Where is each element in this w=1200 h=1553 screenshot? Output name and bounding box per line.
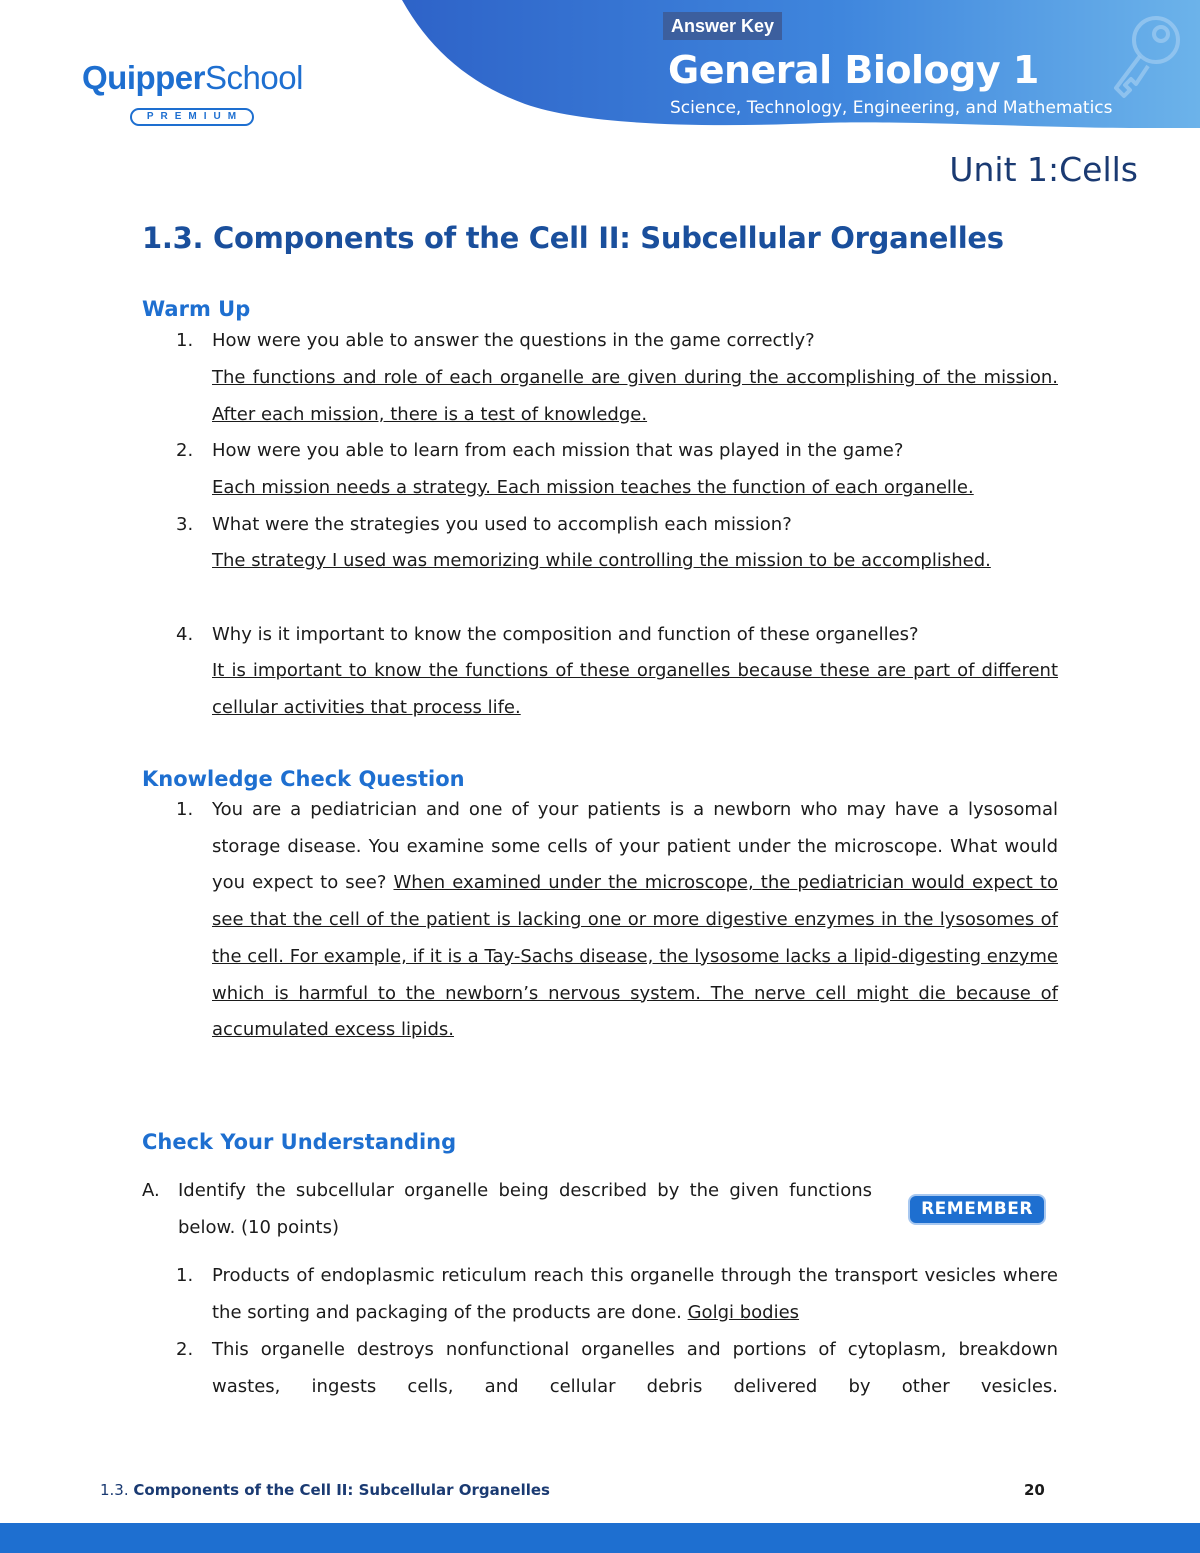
- warm-up-answer: Each mission needs a strategy. Each mission teaches the function of each organelle.: [212, 477, 974, 498]
- footer-lesson-title: [100, 1478, 550, 1502]
- key-icon: [1108, 10, 1188, 102]
- check-understanding-heading: Check Your Understanding: [142, 1130, 457, 1154]
- subject-track: Science, Technology, Engineering, and Mathematics: [670, 98, 1113, 118]
- knowledge-check-question: You are a pediatrician and one of your patients is a newborn who may have a lysosomal storage disease. You examine some cells of your patient under the microscope. What would you expect to see?: [212, 799, 1058, 894]
- logo-quipper-text: Quipper: [82, 59, 206, 96]
- answer-key-label: Answer Key: [663, 12, 782, 40]
- warm-up-question: Why is it important to know the composition and function of these organelles?: [212, 624, 919, 645]
- quipper-school-logo: [82, 58, 303, 122]
- knowledge-check-heading: Knowledge Check Question: [142, 767, 465, 791]
- warm-up-number: 1.: [176, 330, 194, 351]
- footer-prefix: 1.3.: [100, 1481, 129, 1499]
- warm-up-number: 3.: [176, 514, 194, 535]
- knowledge-check-paragraph: [212, 792, 1058, 1049]
- footer-title-text: Components of the Cell II: Subcellular Organelles: [133, 1481, 550, 1499]
- warm-up-question: What were the strategies you used to accomplish each mission?: [212, 514, 792, 535]
- warm-up-answer: The functions and role of each organelle are given during the accomplishing of the mission. After each mission, there is a test of knowledge.: [212, 367, 1058, 425]
- knowledge-check-number: 1.: [176, 799, 194, 820]
- cyu-item-number: 1.: [176, 1265, 194, 1286]
- warm-up-question: How were you able to learn from each mission that was played in the game?: [212, 440, 904, 461]
- cyu-item-number: 2.: [176, 1339, 194, 1360]
- part-instruction: Identify the subcellular organelle being described by the given functions below. (10 points): [178, 1180, 872, 1238]
- logo-premium-badge: PREMIUM: [130, 108, 254, 126]
- remember-badge: REMEMBER: [908, 1194, 1046, 1225]
- page-number: 20: [1024, 1481, 1045, 1499]
- knowledge-check-answer: When examined under the microscope, the pediatrician would expect to see that the cell of the patient is lacking one or more digestive enzymes in the lysosomes of the cell. For example, if it is a Tay-Sachs disease, the lysosome lacks a lipid-digesting enzyme which is harmful to the newborn’s nervous system. The nerve cell might die because of accumulated excess lipids.: [212, 872, 1058, 1041]
- warm-up-number: 4.: [176, 624, 194, 645]
- warm-up-answer: The strategy I used was memorizing while controlling the mission to be accomplished.: [212, 550, 991, 571]
- warm-up-question: How were you able to answer the questions in the game correctly?: [212, 330, 815, 351]
- footer-bar: [0, 1523, 1200, 1553]
- part-letter: A.: [142, 1180, 160, 1201]
- unit-title: Unit 1:Cells: [949, 150, 1138, 189]
- cyu-item-text: [212, 1258, 1058, 1331]
- cyu-item-description: Products of endoplasmic reticulum reach this organelle through the transport vesicles where the sorting and packaging of the products are done.: [212, 1265, 1058, 1323]
- logo-school-text: School: [205, 59, 303, 96]
- lesson-title: 1.3. Components of the Cell II: Subcellular Organelles: [142, 221, 1004, 255]
- subject-title: General Biology 1: [668, 48, 1039, 92]
- warm-up-number: 2.: [176, 440, 194, 461]
- cyu-item-text: This organelle destroys nonfunctional organelles and portions of cytoplasm, breakdown wastes, ingests cells, and cellular debris delivered by other vesicles.: [212, 1339, 1058, 1397]
- cyu-item-answer: Golgi bodies: [687, 1301, 800, 1323]
- warm-up-heading: Warm Up: [142, 297, 251, 321]
- warm-up-answer: It is important to know the functions of these organelles because these are part of different cellular activities that process life.: [212, 660, 1058, 718]
